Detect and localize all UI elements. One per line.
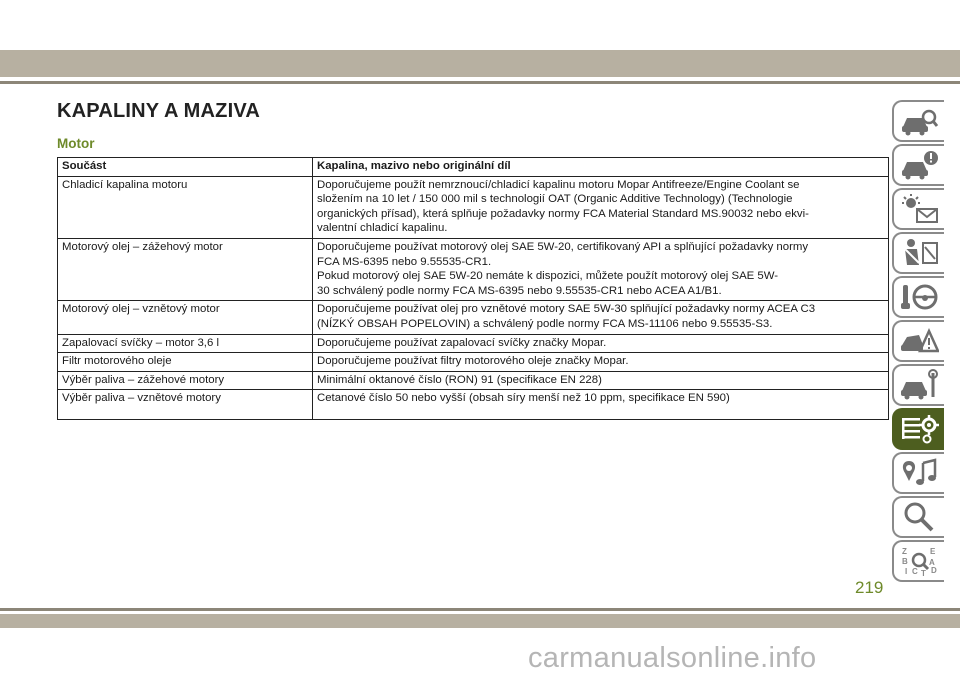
tab-specifications[interactable] (892, 408, 944, 450)
table-header-row (58, 158, 889, 177)
column-header-part: Součást (58, 158, 313, 177)
table-row (58, 334, 889, 353)
table-row (58, 238, 889, 300)
index-letter: C (912, 567, 918, 576)
steering-wheel-key-icon (899, 281, 939, 313)
fluid-line: (NÍZKÝ OBSAH POPELOVIN) a schválený podle normy FCA MS-11106 nebo 9.55535-S3. (317, 317, 773, 330)
tab-safety[interactable] (892, 232, 944, 274)
car-info-icon (899, 149, 939, 181)
warning-light-message-icon (899, 193, 939, 225)
multimedia-music-icon (899, 457, 939, 489)
header-band (0, 0, 960, 77)
index-letter: D (931, 566, 937, 575)
fluid-line: Pokud motorový olej SAE 5W-20 nemáte k dispozici, můžete použít motorový olej SAE 5W- (317, 270, 779, 283)
fluid-line: Doporučujeme používat motorový olej SAE 5W-20, certifikovaný API a splňující požadavky normy (317, 240, 809, 253)
tab-multimedia[interactable] (892, 452, 944, 494)
fluid-line: 30 schválený podle normy FCA MS-6395 nebo 9.55535-CR1 nebo ACEA A1/B1. (317, 284, 722, 297)
search-icon (899, 501, 939, 533)
index-letter: I (905, 567, 908, 576)
fluid-line: Doporučujeme použít nemrznoucí/chladicí kapalinu motoru Mopar Antifreeze/Engine Coolant se (317, 178, 800, 191)
index-letter: E (930, 547, 936, 556)
fluid-line: Doporučujeme používat filtry motorového oleje značky Mopar. (317, 355, 629, 368)
fluid-cell (313, 301, 889, 334)
tab-starting-driving[interactable] (892, 276, 944, 318)
table-row (58, 301, 889, 334)
fluids-table (57, 157, 889, 420)
tab-index[interactable] (892, 540, 944, 582)
index-letter: B (902, 557, 908, 566)
table-row (58, 390, 889, 420)
specifications-gear-icon (899, 413, 939, 445)
fluid-line: FCA MS-6395 nebo 9.55535-CR1. (317, 255, 492, 268)
page-number: 219 (855, 578, 884, 597)
page-title: KAPALINY A MAZIVA (57, 100, 261, 122)
fluid-cell (313, 238, 889, 300)
table-row (58, 353, 889, 372)
fluid-line: valentní chladicí kapalinu. (317, 222, 448, 235)
footer-rule (0, 608, 960, 611)
part-cell: Motorový olej – zážehový motor (58, 238, 313, 300)
fluid-line: Minimální oktanové číslo (RON) 91 (specifikace EN 228) (317, 373, 602, 386)
table-row (58, 176, 889, 238)
header-bar (0, 50, 960, 77)
part-cell: Výběr paliva – zážehové motory (58, 371, 313, 390)
part-cell: Motorový olej – vznětový motor (58, 301, 313, 334)
tab-warning-lights[interactable] (892, 188, 944, 230)
tab-car-magnifier[interactable] (892, 100, 944, 142)
car-breakdown-warning-icon (899, 325, 939, 357)
fluid-line: složením na 10 let / 150 000 mil s technologií OAT (Organic Additive Technology) (Technologie (317, 193, 793, 206)
watermark: carmanualsonline.info (528, 642, 817, 674)
fluid-cell (313, 353, 889, 372)
car-magnifier-icon (899, 105, 939, 137)
tab-servicing[interactable] (892, 364, 944, 406)
tab-emergency[interactable] (892, 320, 944, 362)
footer-band (0, 614, 960, 628)
table-row (58, 371, 889, 390)
index-letter: A (929, 558, 935, 567)
part-cell: Chladicí kapalina motoru (58, 176, 313, 238)
part-cell: Výběr paliva – vznětové motory (58, 390, 313, 420)
part-cell: Filtr motorového oleje (58, 353, 313, 372)
fluid-line: organických přísad), která splňuje požadavky normy FCA Material Standard MS.90032 nebo ekvi- (317, 207, 809, 220)
section-subtitle: Motor (57, 136, 95, 151)
part-cell: Zapalovací svíčky – motor 3,6 l (58, 334, 313, 353)
seatbelt-airbag-icon (899, 237, 939, 269)
fluid-line: Doporučujeme používat olej pro vznětové motory SAE 5W-30 splňující požadavky normy ACEA C3 (317, 303, 816, 316)
car-wrench-icon (899, 369, 939, 401)
fluid-line: Cetanové číslo 50 nebo vyšší (obsah síry menší než 10 ppm, specifikace EN 590) (317, 392, 730, 405)
tab-car-info[interactable] (892, 144, 944, 186)
fluid-cell (313, 334, 889, 353)
fluid-line: Doporučujeme používat zapalovací svíčky značky Mopar. (317, 336, 607, 349)
header-rule (0, 81, 960, 84)
alphabetical-index-icon (899, 545, 939, 577)
index-letter: Z (902, 547, 907, 556)
fluid-cell (313, 176, 889, 238)
fluid-cell (313, 371, 889, 390)
tab-search[interactable] (892, 496, 944, 538)
fluid-cell (313, 390, 889, 420)
column-header-fluid: Kapalina, mazivo nebo originální díl (313, 158, 889, 177)
index-letter: T (921, 569, 926, 577)
